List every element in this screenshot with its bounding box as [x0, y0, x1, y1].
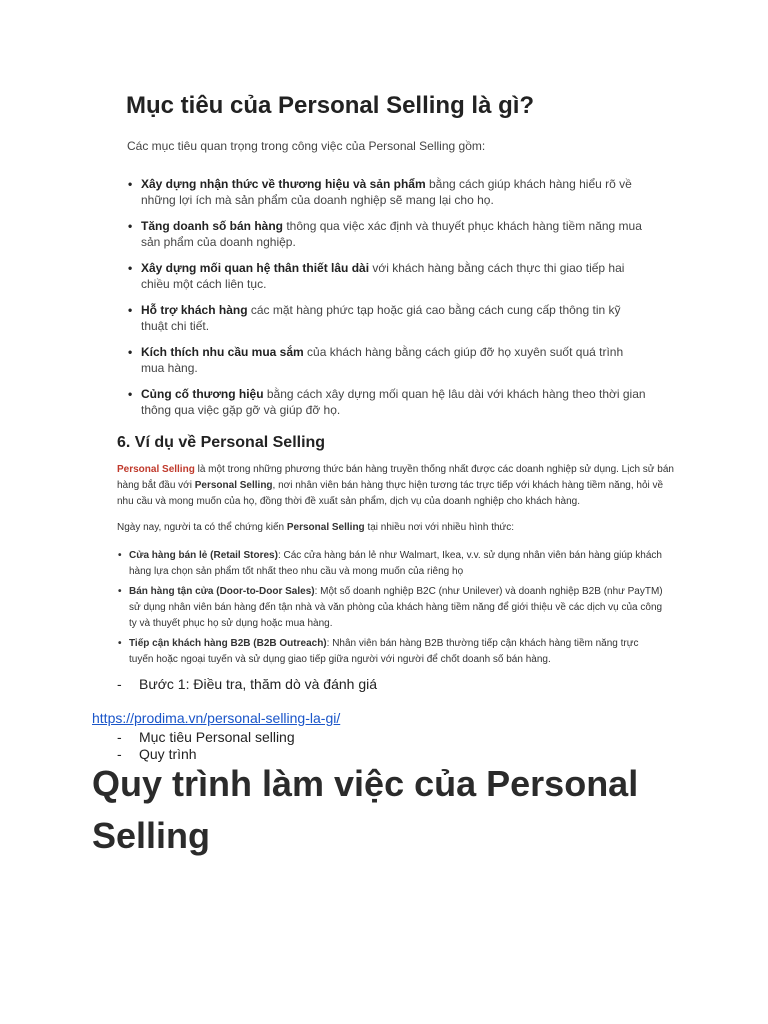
objectives-intro: Các mục tiêu quan trọng trong công việc của Personal Selling gồm:: [127, 139, 486, 153]
item-text: với khách hàng bằng cách thực thi giao tiếp hai chiều một cách liên tục.: [141, 261, 625, 291]
item-text: bằng cách xây dựng mối quan hệ lâu dài với khách hàng theo thời gian thông qua việc gặp gỡ và giúp đỡ họ.: [141, 387, 646, 417]
item-bold: Xây dựng mối quan hệ thân thiết lâu dài: [141, 261, 370, 275]
item-bold: Tiếp cận khách hàng B2B (B2B Outreach): [129, 638, 327, 649]
item-text: thông qua việc xác định và thuyết phục khách hàng tiềm năng mua sản phẩm của doanh nghiệp.: [141, 219, 642, 249]
item-text: của khách hàng bằng cách giúp đỡ họ xuyên suốt quá trình mua hàng.: [141, 345, 624, 375]
item-bold: Bán hàng tận cửa (Door-to-Door Sales): [129, 586, 315, 597]
paragraph-text: tại nhiều nơi với nhiều hình thức:: [364, 522, 515, 533]
item-text: : Một số doanh nghiệp B2C (như Unilever) và doanh nghiệp B2B (như PayTM) sử dụng nhân viên bán hàng đến tận nhà và văn phòng của khách hàng tiềm năng để giới thiệu về các dịch vụ của công ty và thuyết phục họ sử dụng hoặc mua hàng.: [129, 586, 663, 629]
dash-marker: -: [117, 729, 122, 745]
dash-marker: -: [117, 676, 122, 692]
list-item: • Cửa hàng bán lẻ (Retail Stores): Các cửa hàng bán lẻ như Walmart, Ikea, v.v. sử dụng nhân viên bán hàng giúp khách hàng lựa chọn sản phẩm tốt nhất theo nhu cầu và mong muốn của riêng họ: [118, 550, 662, 577]
note-text: Bước 1: Điều tra, thăm dò và đánh giá: [139, 676, 378, 692]
section-title-objectives: Mục tiêu của Personal Selling là gì?: [126, 92, 535, 119]
examples-paragraph: [117, 462, 677, 510]
bold-term: Personal Selling: [286, 522, 365, 533]
note-step1: [117, 676, 377, 692]
item-bold: Kích thích nhu cầu mua sắm: [141, 345, 304, 359]
item-text: : Các cửa hàng bán lẻ như Walmart, Ikea, v.v. sử dụng nhân viên bán hàng giúp khách hàng lựa chọn sản phẩm tốt nhất theo nhu cầu và mong muốn của riêng họ: [129, 550, 662, 577]
list-item: • Xây dựng mối quan hệ thân thiết lâu dài với khách hàng bằng cách thực thi giao tiếp hai chiều một cách liên tục.: [128, 261, 625, 291]
list-item: • Tăng doanh số bán hàng thông qua việc xác định và thuyết phục khách hàng tiềm năng mua sản phẩm của doanh nghiệp.: [128, 219, 642, 249]
paragraph-text: là một trong những phương thức bán hàng truyền thống nhất được các doanh nghiệp sử dụng. Lịch sử bán hàng bắt đầu với: [117, 464, 674, 491]
item-text: bằng cách giúp khách hàng hiểu rõ về những lợi ích mà sản phẩm của doanh nghiệp sẽ mang lại cho họ.: [141, 177, 632, 207]
dash-marker: -: [117, 746, 122, 762]
list-item: • Bán hàng tận cửa (Door-to-Door Sales): Một số doanh nghiệp B2C (như Unilever) và doanh nghiệp B2B (như PayTM) sử dụng nhân viên bán hàng đến tận nhà và văn phòng của khách hàng tiềm năng để giới thiệu về các dịch vụ của công ty và thuyết phục họ sử dụng hoặc mua hàng.: [118, 586, 663, 629]
item-text: : Nhân viên bán hàng B2B thường tiếp cận khách hàng tiềm năng trực tuyến hoặc ngoại tuyến và sử dụng giao tiếp giữa người với người để chốt doanh số bán hàng.: [129, 638, 639, 665]
list-item: • Kích thích nhu cầu mua sắm của khách hàng bằng cách giúp đỡ họ xuyên suốt quá trình mua hàng.: [128, 345, 624, 375]
item-text: các mặt hàng phức tạp hoặc giá cao bằng cách cung cấp thông tin kỹ thuật chi tiết.: [141, 303, 621, 333]
note-text: Quy trình: [139, 746, 197, 762]
source-link[interactable]: https://prodima.vn/personal-selling-la-gi/: [92, 710, 341, 726]
item-bold: Tăng doanh số bán hàng: [141, 219, 283, 233]
bold-term: Personal Selling: [194, 480, 273, 491]
page-heading: Quy trình làm việc của Personal Selling: [92, 763, 639, 856]
forms-paragraph: [117, 520, 677, 536]
section-title-examples: 6. Ví dụ về Personal Selling: [117, 434, 326, 451]
paragraph-text: , nơi nhân viên bán hàng thực hiện tương tác trực tiếp với khách hàng tiềm năng, hỏi về nhu cầu và mong muốn của họ, đồng thời đề xuất sản phẩm, dịch vụ của doanh nghiệp cho khách hàng.: [117, 480, 664, 507]
item-bold: Hỗ trợ khách hàng: [141, 303, 248, 317]
paragraph-text: Ngày nay, người ta có thể chứng kiến: [117, 522, 287, 533]
item-bold: Cửa hàng bán lẻ (Retail Stores): [129, 550, 278, 561]
highlight-term: Personal Selling: [117, 464, 195, 475]
item-bold: Xây dựng nhận thức về thương hiệu và sản phẩm: [141, 177, 426, 191]
note-objectives: [117, 729, 295, 745]
list-item: • Xây dựng nhận thức về thương hiệu và sản phẩm bằng cách giúp khách hàng hiểu rõ về những lợi ích mà sản phẩm của doanh nghiệp sẽ mang lại cho họ.: [128, 177, 632, 207]
list-item: • Tiếp cận khách hàng B2B (B2B Outreach): Nhân viên bán hàng B2B thường tiếp cận khách hàng tiềm năng trực tuyến hoặc ngoại tuyến và sử dụng giao tiếp giữa người với người để chốt doanh số bán hàng.: [118, 638, 639, 665]
list-item: • Củng cố thương hiệu bằng cách xây dựng mối quan hệ lâu dài với khách hàng theo thời gian thông qua việc gặp gỡ và giúp đỡ họ.: [128, 387, 646, 417]
list-item: • Hỗ trợ khách hàng các mặt hàng phức tạp hoặc giá cao bằng cách cung cấp thông tin kỹ thuật chi tiết.: [128, 303, 621, 333]
item-bold: Củng cố thương hiệu: [141, 387, 264, 401]
note-text: Mục tiêu Personal selling: [139, 729, 295, 745]
